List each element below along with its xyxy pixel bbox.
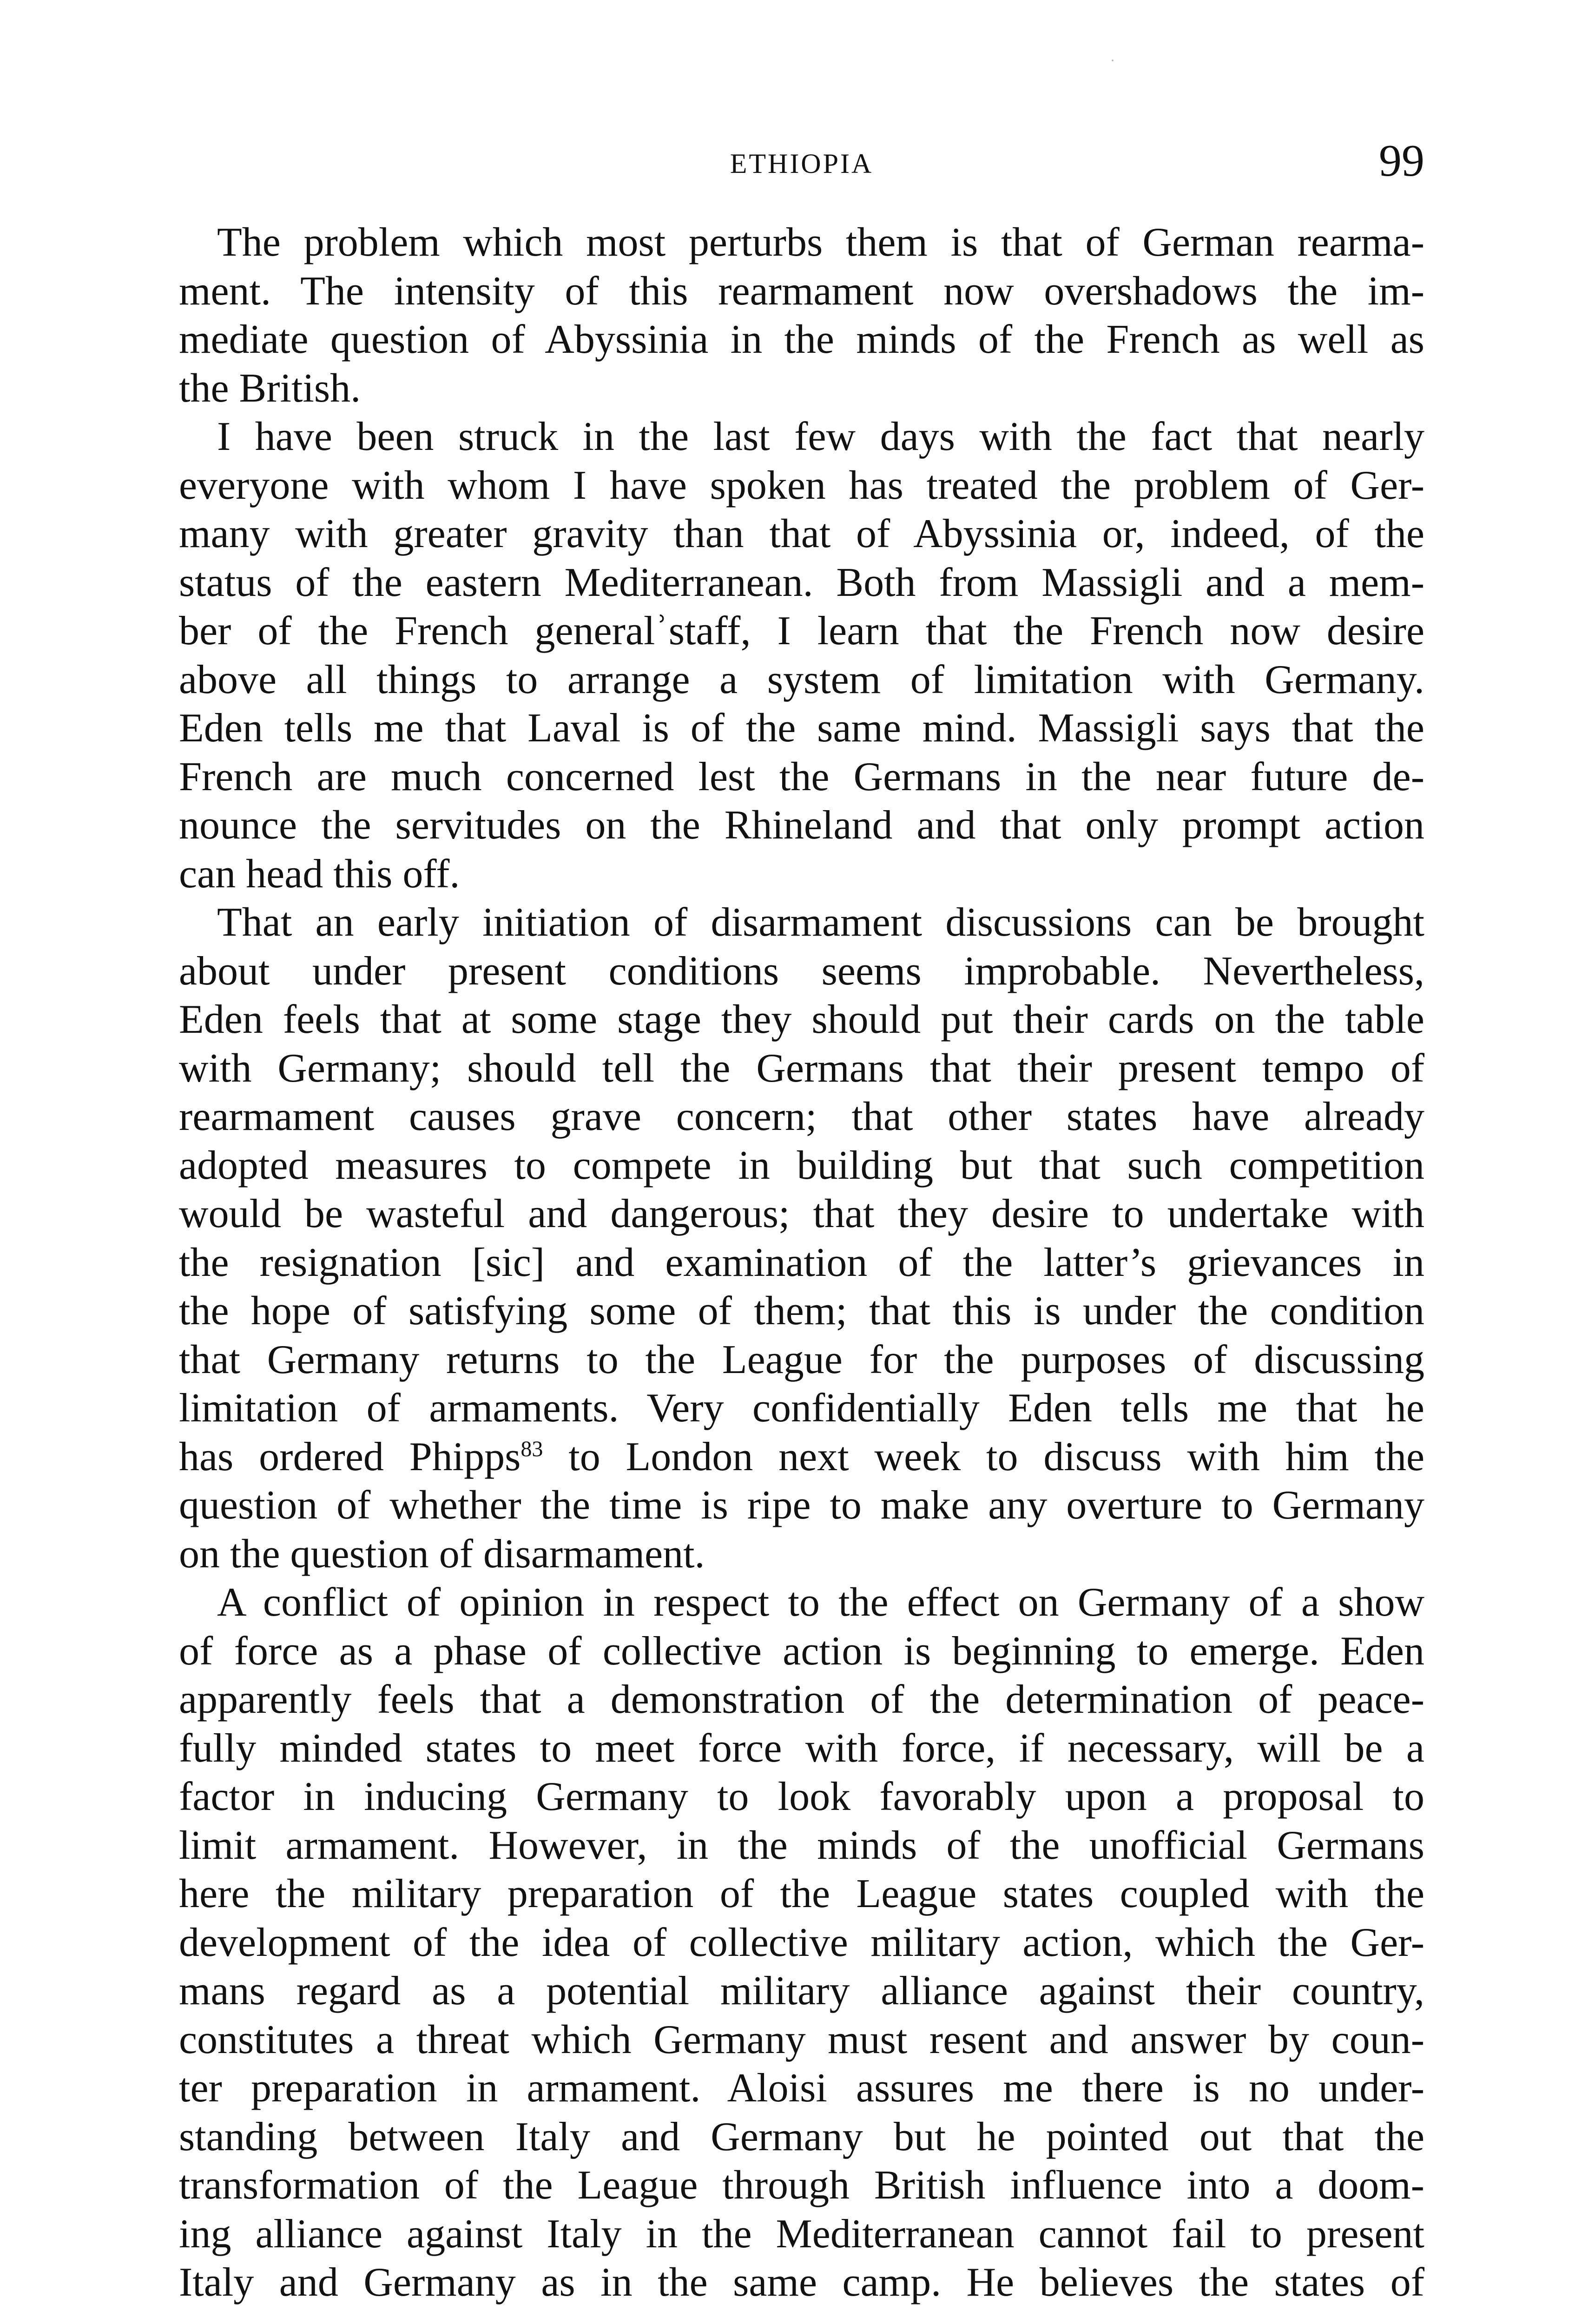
text-line	[179, 1967, 1424, 2016]
text-line	[179, 1724, 1424, 1773]
line-text: everyone with whom I have spoken has treated the problem of Ger-	[179, 462, 1424, 508]
footnote-reference: 83	[521, 1436, 543, 1461]
text-line	[179, 1627, 1424, 1676]
text-line	[179, 1433, 1424, 1482]
text-line	[179, 704, 1424, 753]
line-text: French are much concerned lest the Germans in the near future de-	[179, 754, 1424, 799]
line-text: above all things to arrange a system of limitation with Germany.	[179, 657, 1424, 702]
line-text: apparently feels that a demonstration of the determination of peace-	[179, 1677, 1424, 1722]
line-text: ing alliance against Italy in the Mediterranean cannot fail to present	[179, 2211, 1424, 2257]
text-line	[179, 656, 1424, 705]
text-line	[179, 1822, 1424, 1870]
text-line	[179, 947, 1424, 996]
text-line	[179, 1919, 1424, 1967]
text-line	[179, 2064, 1424, 2113]
body-text	[179, 218, 1424, 2307]
text-line	[179, 898, 1424, 947]
text-line	[179, 1481, 1424, 1530]
text-line	[179, 1676, 1424, 1724]
line-text: fully minded states to meet force with force, if necessary, will be a	[179, 1725, 1424, 1771]
text-line	[179, 559, 1424, 607]
page-number: 99	[1379, 136, 1424, 186]
line-text: with Germany; should tell the Germans that their present tempo of	[179, 1045, 1424, 1091]
line-text: constitutes a threat which Germany must resent and answer by coun-	[179, 2017, 1424, 2062]
text-line	[179, 218, 1424, 267]
text-line	[179, 267, 1424, 316]
line-text: nounce the servitudes on the Rhineland and that only prompt action	[179, 803, 1424, 848]
line-text: That an early initiation of disarmament discussions can be brought	[217, 900, 1424, 945]
line-text: mans regard as a potential military alliance against their country,	[179, 1968, 1424, 2014]
line-text: Eden tells me that Laval is of the same mind. Massigli says that the	[179, 706, 1424, 751]
line-text: question of whether the time is ripe to make any overture to Germany	[179, 1483, 1424, 1528]
text-line	[179, 753, 1424, 802]
line-text: Eden feels that at some stage they should put their cards on the table	[179, 997, 1424, 1042]
line-text: the hope of satisfying some of them; that this is under the condition	[179, 1288, 1424, 1334]
text-line	[179, 462, 1424, 510]
paper-speck	[1112, 59, 1114, 61]
line-text: limitation of armaments. Very confidentially Eden tells me that he	[179, 1386, 1424, 1431]
text-line	[179, 1336, 1424, 1385]
running-title: ETHIOPIA	[730, 148, 874, 179]
text-line	[179, 1287, 1424, 1336]
line-text: I have been struck in the last few days with the fact that nearly	[217, 414, 1424, 459]
running-head	[179, 135, 1424, 186]
line-text: that Germany returns to the League for the purposes of discussing	[179, 1337, 1424, 1382]
line-text: about under present conditions seems improbable. Nevertheless,	[179, 948, 1424, 994]
line-text: of force as a phase of collective action is beginning to emerge. Eden	[179, 1628, 1424, 1674]
text-line	[179, 1044, 1424, 1093]
text-line	[179, 1239, 1424, 1287]
text-line	[179, 510, 1424, 559]
text-line	[179, 1578, 1424, 1627]
text-line	[179, 1384, 1424, 1433]
text-line	[179, 996, 1424, 1044]
line-text: status of the eastern Mediterranean. Both from Massigli and a mem-	[179, 560, 1424, 605]
line-text: Italy and Germany as in the same camp. He believes the states of	[179, 2260, 1424, 2305]
line-text: here the military preparation of the League states coupled with the	[179, 1871, 1424, 1916]
line-text: adopted measures to compete in building but that such competition	[179, 1142, 1424, 1188]
line-text: would be wasteful and dangerous; that they desire to undertake with	[179, 1191, 1424, 1236]
line-text: A conflict of opinion in respect to the effect on Germany of a show	[217, 1580, 1424, 1625]
text-line	[179, 316, 1424, 364]
text-line	[179, 364, 1424, 413]
text-line	[179, 2258, 1424, 2307]
text-line	[179, 850, 1424, 899]
line-text: has ordered Phipps	[179, 1434, 521, 1479]
line-text: can head this off.	[179, 851, 460, 897]
text-line	[179, 2161, 1424, 2210]
text-line	[179, 1870, 1424, 1919]
line-text: rearmament causes grave concern; that other states have already	[179, 1094, 1424, 1139]
line-text: ter preparation in armament. Aloisi assures me there is no under-	[179, 2066, 1424, 2111]
text-line	[179, 607, 1424, 656]
line-text: transformation of the League through British influence into a doom-	[179, 2163, 1424, 2208]
line-text: on the question of disarmament.	[179, 1531, 705, 1577]
text-line	[179, 1530, 1424, 1579]
text-line	[179, 1142, 1424, 1190]
line-text: ment. The intensity of this rearmament now overshadows the im-	[179, 268, 1424, 314]
line-text: factor in inducing Germany to look favorably upon a proposal to	[179, 1774, 1424, 1819]
line-text: mediate question of Abyssinia in the minds of the French as well as	[179, 317, 1424, 362]
text-line	[179, 2113, 1424, 2162]
line-text: ber of the French generalʾstaff, I learn that the French now desire	[179, 608, 1424, 654]
text-line	[179, 2016, 1424, 2065]
text-line	[179, 1093, 1424, 1142]
text-line	[179, 1190, 1424, 1239]
text-line	[179, 2210, 1424, 2259]
text-line	[179, 413, 1424, 462]
line-text: the British.	[179, 365, 361, 411]
line-text: limit armament. However, in the minds of the unofficial Germans	[179, 1822, 1424, 1868]
line-text: the resignation [sic] and examination of the latter’s grievances in	[179, 1240, 1424, 1285]
line-text: many with greater gravity than that of Abyssinia or, indeed, of the	[179, 511, 1424, 556]
text-line	[179, 1773, 1424, 1822]
line-text: The problem which most perturbs them is that of German rearma-	[217, 220, 1424, 265]
line-text: standing between Italy and Germany but he pointed out that the	[179, 2114, 1424, 2159]
line-text-continued: to London next week to discuss with him the	[543, 1434, 1425, 1479]
text-line	[179, 801, 1424, 850]
line-text: development of the idea of collective military action, which the Ger-	[179, 1920, 1424, 1965]
